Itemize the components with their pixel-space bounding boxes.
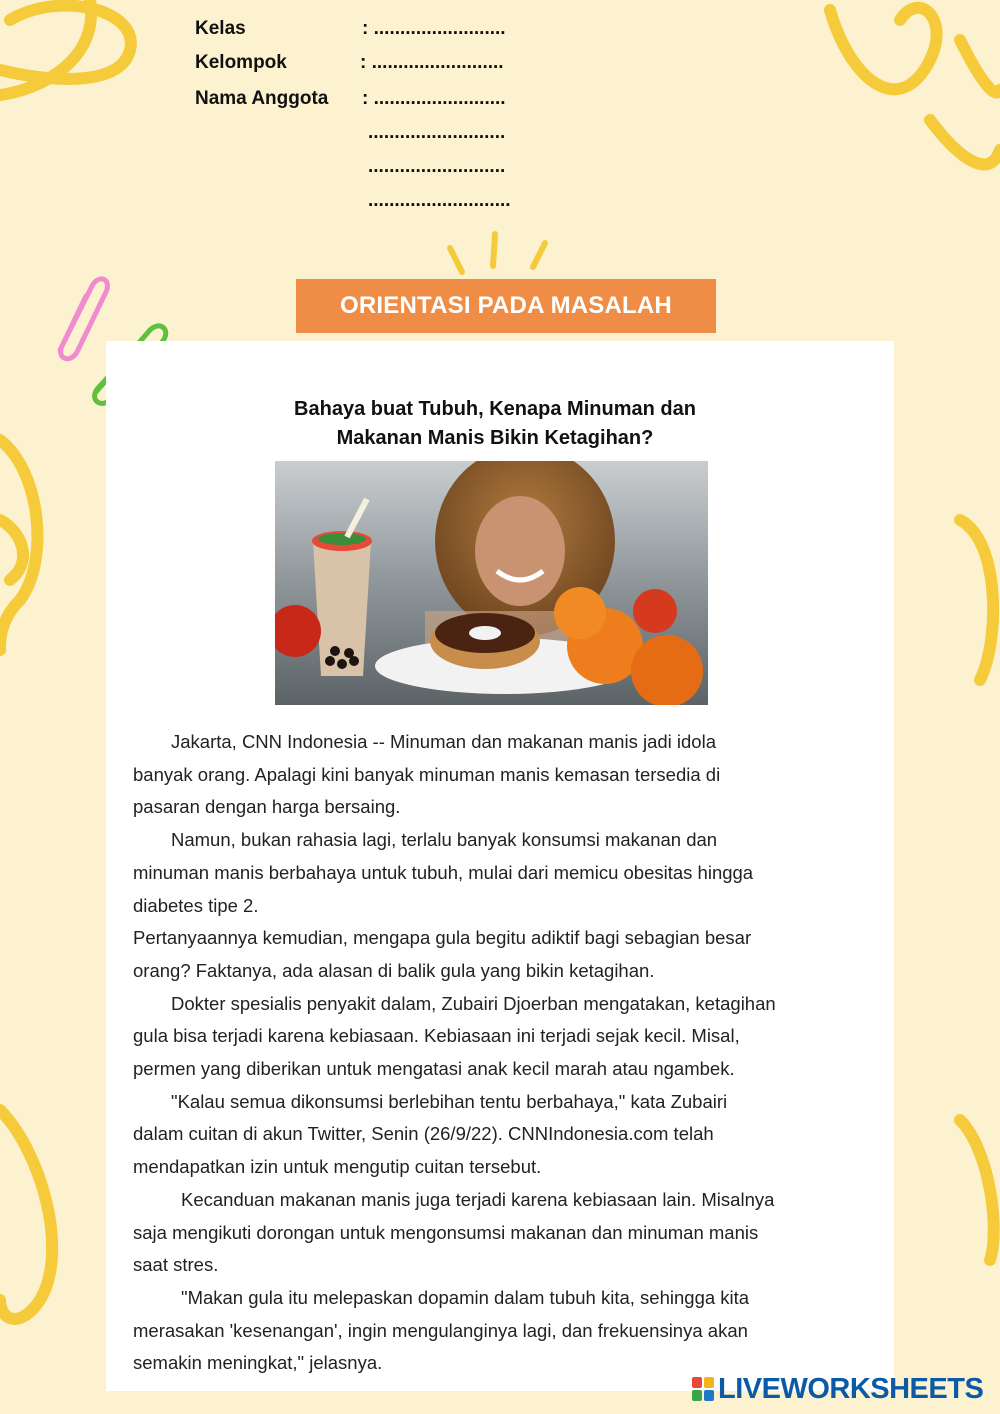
- kelompok-field[interactable]: : .........................: [360, 52, 504, 73]
- kelas-field[interactable]: : .........................: [362, 18, 506, 39]
- article-line: semakin meningkat," jelasnya.: [133, 1352, 383, 1374]
- article-line: Jakarta, CNN Indonesia -- Minuman dan makanan manis jadi idola: [171, 731, 716, 752]
- article-line: Dokter spesialis penyakit dalam, Zubairi Djoerban mengatakan, ketagihan: [171, 992, 776, 1014]
- article-line: Kecanduan makanan manis juga terjadi karena kebiasaan lain. Misalnya: [181, 1188, 775, 1210]
- article-line: dalam cuitan di akun Twitter, Senin (26/9/22). CNNIndonesia.com telah: [133, 1123, 714, 1145]
- article-line: "Makan gula itu melepaskan dopamin dalam tubuh kita, sehingga kita: [181, 1286, 750, 1308]
- article-line: Pertanyaannya kemudian, mengapa gula begitu adiktif bagi sebagian besar: [133, 927, 752, 949]
- liveworksheets-logo-icon: [692, 1377, 714, 1401]
- nama-label: Nama Anggota: [195, 88, 329, 109]
- article-body: [133, 726, 873, 1380]
- article-line: "Kalau semua dikonsumsi berlebihan tentu berbahaya," kata Zubairi: [171, 1090, 728, 1112]
- kelompok-label: Kelompok: [195, 52, 287, 73]
- article-line: gula bisa terjadi karena kebiasaan. Kebiasaan ini terjadi sejak kecil. Misal,: [133, 1025, 740, 1047]
- nama-field-line-3[interactable]: ..........................: [368, 156, 506, 177]
- nama-field-line-2[interactable]: ..........................: [368, 122, 506, 143]
- article-line: saja mengikuti dorongan untuk mengonsumsi makanan dan minuman manis: [133, 1221, 759, 1243]
- article-line: diabetes tipe 2.: [133, 894, 259, 916]
- article-photo: [275, 461, 708, 705]
- pink-paperclip-icon: [60, 279, 107, 359]
- article-line: Namun, bukan rahasia lagi, terlalu banyak konsumsi makanan dan: [171, 829, 718, 851]
- article-title-line-2: Makanan Manis Bikin Ketagihan?: [336, 427, 654, 449]
- article-line: merasakan 'kesenangan', ingin mengulanginya lagi, dan frekuensinya akan: [133, 1319, 748, 1341]
- article-title-line-1: Bahaya buat Tubuh, Kenapa Minuman dan: [294, 398, 696, 420]
- kelas-label: Kelas: [195, 18, 246, 39]
- article-line: pasaran dengan harga bersaing.: [133, 796, 401, 818]
- nama-field-line-4[interactable]: ...........................: [368, 190, 511, 211]
- article-title: [0, 395, 990, 453]
- section-banner: ORIENTASI PADA MASALAH: [296, 279, 716, 333]
- liveworksheets-brand[interactable]: [692, 1372, 983, 1406]
- article-line: permen yang diberikan untuk mengatasi anak kecil marah atau ngambek.: [133, 1058, 735, 1080]
- brand-text: LIVEWORKSHEETS: [718, 1372, 984, 1405]
- article-line: banyak orang. Apalagi kini banyak minuman manis kemasan tersedia di: [133, 763, 721, 785]
- article-line: saat stres.: [133, 1254, 219, 1276]
- nama-field[interactable]: : .........................: [362, 88, 506, 109]
- article-line: orang? Faktanya, ada alasan di balik gula yang bikin ketagihan.: [133, 959, 655, 981]
- article-line: mendapatkan izin untuk mengutip cuitan tersebut.: [133, 1156, 542, 1178]
- article-line: minuman manis berbahaya untuk tubuh, mulai dari memicu obesitas hingga: [133, 861, 754, 883]
